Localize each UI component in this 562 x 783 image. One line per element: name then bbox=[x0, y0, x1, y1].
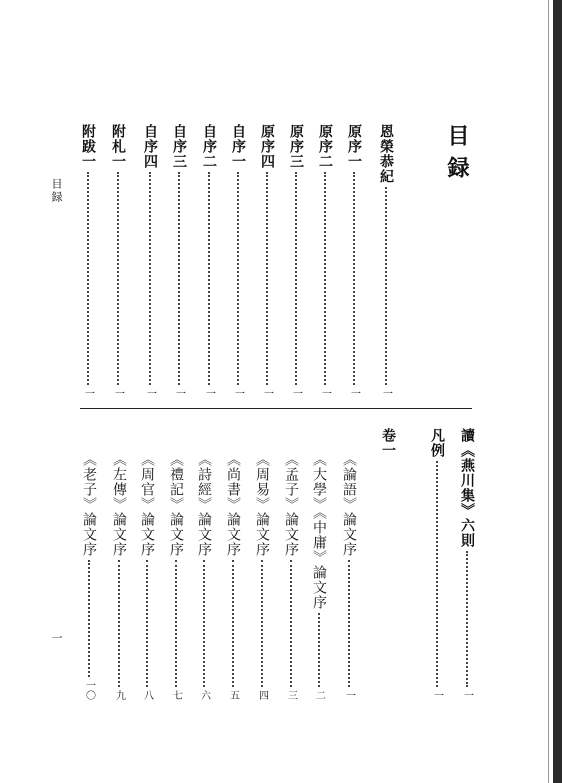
toc-entry bbox=[316, 124, 334, 398]
toc-entry-page: 一 bbox=[232, 388, 244, 398]
toc-entry-page: 一 bbox=[348, 388, 360, 398]
toc-entry-page: 四 bbox=[256, 690, 268, 700]
leader-dots bbox=[203, 560, 205, 687]
page-title: 目録 bbox=[444, 124, 470, 188]
leader-dots bbox=[266, 172, 268, 385]
leader-dots bbox=[353, 172, 355, 385]
toc-entry-page: 一 bbox=[173, 388, 185, 398]
toc-entry-page: 一 bbox=[343, 690, 355, 700]
volume-heading: 卷一 bbox=[380, 428, 396, 458]
toc-entry bbox=[109, 124, 127, 398]
section-divider bbox=[80, 408, 472, 409]
toc-entry bbox=[110, 452, 128, 700]
toc-entry-title: 原序一 bbox=[346, 124, 362, 169]
toc-entry-page: 八 bbox=[141, 690, 153, 700]
toc-entry-page: 一 bbox=[261, 388, 273, 398]
page-number: 一 bbox=[50, 632, 63, 643]
toc-entry-page: 一 bbox=[380, 388, 392, 398]
toc-entry-page: 一 bbox=[112, 388, 124, 398]
page-edge-line bbox=[548, 0, 549, 783]
leader-dots bbox=[149, 172, 151, 385]
toc-entry-title: 《詩經》論文序 bbox=[196, 452, 212, 557]
toc-entry bbox=[195, 452, 213, 700]
toc-entry bbox=[167, 452, 185, 700]
margin-running-head: 目録 bbox=[50, 178, 63, 204]
leader-dots bbox=[385, 187, 387, 385]
toc-entry-title: 《大學》《中庸》論文序 bbox=[311, 452, 327, 610]
toc-entry bbox=[377, 124, 395, 398]
toc-entry bbox=[200, 124, 218, 398]
leader-dots bbox=[318, 613, 320, 687]
leader-dots bbox=[466, 551, 468, 687]
toc-entry-title: 《周易》論文序 bbox=[254, 452, 270, 557]
toc-entry bbox=[340, 452, 358, 700]
leader-dots bbox=[117, 172, 119, 385]
leader-dots bbox=[146, 560, 148, 687]
leader-dots bbox=[87, 172, 89, 385]
toc-entry-title: 凡例 bbox=[429, 428, 445, 458]
toc-entry-page: 一 bbox=[203, 388, 215, 398]
toc-entry-title: 《孟子》論文序 bbox=[283, 452, 299, 557]
toc-entry-title: 附跋一 bbox=[80, 124, 96, 169]
toc-entry-title: 自序二 bbox=[201, 124, 217, 169]
toc-entry-page: 一 bbox=[319, 388, 331, 398]
toc-entry-title: 自序三 bbox=[171, 124, 187, 169]
leader-dots bbox=[237, 172, 239, 385]
toc-entry bbox=[138, 452, 156, 700]
toc-entry bbox=[224, 452, 242, 700]
toc-entry bbox=[258, 124, 276, 398]
toc-entry bbox=[141, 124, 159, 398]
toc-entry bbox=[345, 124, 363, 398]
toc-entry-title: 《尚書》論文序 bbox=[225, 452, 241, 557]
toc-entry bbox=[229, 124, 247, 398]
toc-entry bbox=[428, 428, 446, 700]
toc-entry-page: 一 bbox=[144, 388, 156, 398]
toc-entry-page: 二 bbox=[313, 690, 325, 700]
toc-entry-title: 讀《燕川集》六則 bbox=[459, 428, 475, 548]
toc-entry-page: 一〇 bbox=[83, 680, 95, 700]
toc-entry-title: 《周官》論文序 bbox=[139, 452, 155, 557]
leader-dots bbox=[436, 461, 438, 687]
toc-entry-title: 原序二 bbox=[317, 124, 333, 169]
toc-entry bbox=[80, 452, 98, 700]
leader-dots bbox=[178, 172, 180, 385]
toc-entry-title: 自序四 bbox=[142, 124, 158, 169]
toc-entry bbox=[458, 428, 476, 700]
toc-entry-title: 原序四 bbox=[259, 124, 275, 169]
toc-entry-page: 三 bbox=[285, 690, 297, 700]
page-edge-band bbox=[553, 0, 562, 783]
toc-entry bbox=[282, 452, 300, 700]
leader-dots bbox=[118, 560, 120, 687]
leader-dots bbox=[324, 172, 326, 385]
toc-entry bbox=[170, 124, 188, 398]
toc-entry-title: 原序三 bbox=[288, 124, 304, 169]
toc-entry-title: 《論語》論文序 bbox=[341, 452, 357, 557]
toc-entry-page: 一 bbox=[82, 388, 94, 398]
toc-entry-page: 七 bbox=[170, 690, 182, 700]
toc-entry-page: 六 bbox=[198, 690, 210, 700]
leader-dots bbox=[295, 172, 297, 385]
toc-entry-page: 一 bbox=[461, 690, 473, 700]
leader-dots bbox=[232, 560, 234, 687]
toc-entry bbox=[310, 452, 328, 700]
leader-dots bbox=[290, 560, 292, 687]
toc-entry-page: 五 bbox=[227, 690, 239, 700]
toc-entry-title: 《禮記》論文序 bbox=[168, 452, 184, 557]
leader-dots bbox=[88, 560, 90, 677]
toc-entry bbox=[287, 124, 305, 398]
toc-entry-title: 附札一 bbox=[110, 124, 126, 169]
toc-entry-title: 《老子》論文序 bbox=[81, 452, 97, 557]
leader-dots bbox=[208, 172, 210, 385]
toc-entry-page: 一 bbox=[431, 690, 443, 700]
toc-entry-title: 《左傳》論文序 bbox=[111, 452, 127, 557]
toc-entry-title: 恩榮恭紀 bbox=[378, 124, 394, 184]
toc-entry-page: 九 bbox=[113, 690, 125, 700]
toc-entry bbox=[79, 124, 97, 398]
leader-dots bbox=[175, 560, 177, 687]
toc-entry bbox=[253, 452, 271, 700]
leader-dots bbox=[261, 560, 263, 687]
toc-entry-page: 一 bbox=[290, 388, 302, 398]
toc-entry-title: 自序一 bbox=[230, 124, 246, 169]
leader-dots bbox=[348, 560, 350, 687]
